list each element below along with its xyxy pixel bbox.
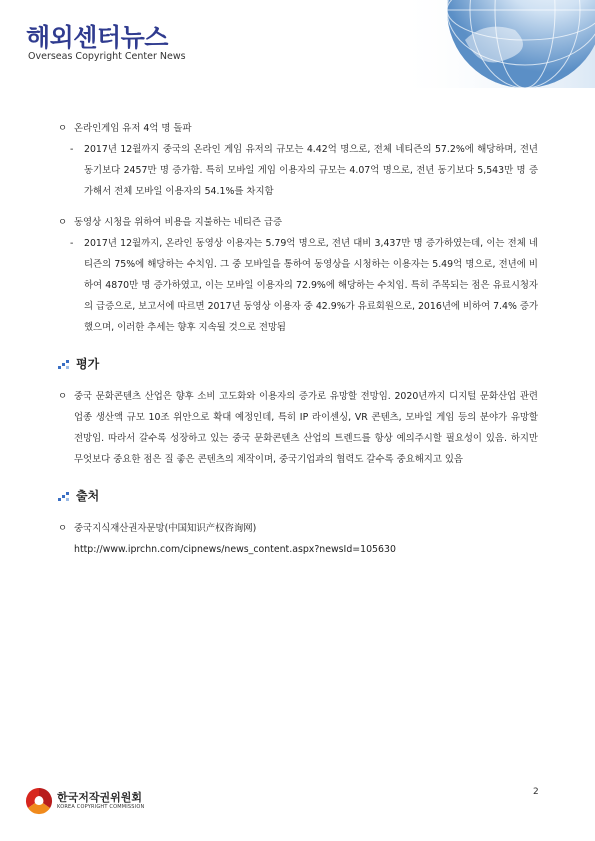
source-name: ㅇ 중국지식재산권자문망(中国知识产权咨询网) — [58, 518, 538, 539]
evaluation-paragraph: ㅇ 중국 문화콘텐츠 산업은 향후 소비 고도화와 이용자의 증가로 유망할 전망임. 2020년까지 디지털 문화산업 관련 업종 생산액 규모 10조 위안으로 확대 예정인데, 특히 IP 라이센싱, VR 콘텐츠, 모바일 게임 등의 분야가 유망할 전망임. 따라서 갈수록 성장하고 있는 중국 문화콘텐츠 산업의 트렌드를 항상 예의주시할 필요성이 있음. 하지만 무엇보다 중요한 점은 질 좋은 콘텐츠의 제작이며, 중국기업과의 협력도 갈수록 중요해지고 있음 — [58, 386, 538, 470]
news-item-heading: ㅇ 동영상 시청을 위하여 비용을 지불하는 네티즌 급증 — [58, 212, 538, 233]
header-title: 해외센터뉴스 — [26, 23, 168, 52]
section-heading-evaluation: 평가 — [58, 352, 538, 376]
bullet-marker: ㅇ — [58, 123, 68, 134]
page-number: 2 — [533, 787, 539, 797]
section-dots-icon — [58, 360, 70, 370]
news-item-heading: ㅇ 온라인게임 유저 4억 명 돌파 — [58, 118, 538, 139]
globe-graphic — [395, 0, 595, 88]
commission-name: 한국저작권위원회 — [57, 791, 143, 804]
source-url-link[interactable]: http://www.iprchn.com/cipnews/news_content.aspx?newsId=105630 — [74, 544, 396, 555]
header-subtitle: Overseas Copyright Center News — [28, 51, 186, 62]
dash-marker: - — [70, 238, 74, 249]
bullet-marker: ㅇ — [58, 217, 68, 228]
section-dots-icon — [58, 492, 70, 502]
page-header — [0, 0, 595, 88]
main-content — [58, 118, 538, 560]
news-item-detail: - 2017년 12월까지, 온라인 동영상 이용자는 5.79억 명으로, 전년 대비 3,437만 명 증가하였는데, 이는 전체 네티즌의 75%에 해당하는 수치임. 그 중 모바일을 통하여 동영상을 시청하는 이용자는 5.49억 명으로, 전년에 비하여 4870만 명 증가하였고, 이는 모바일 이용자의 72.9%에 해당하는 수치임. 특히 주목되는 점은 유료시청자의 급증으로, 보고서에 따르면 2017년 동영상 이용자 중 42.9%가 유료회원으로, 2016년에 비하여 7.4% 증가했으며, 이러한 추세는 향후 지속될 것으로 전망됨 — [58, 233, 538, 338]
commission-english-name: KOREA COPYRIGHT COMMISSION — [57, 804, 145, 810]
dash-marker: - — [70, 144, 74, 155]
bullet-marker: ㅇ — [58, 523, 68, 534]
news-item-detail: - 2017년 12월까지 중국의 온라인 게임 유저의 규모는 4.42억 명으로, 전체 네티즌의 57.2%에 해당하며, 전년 동기보다 2457만 명 증가함. 특히 모바일 게임 이용자의 규모는 4.07억 명으로, 전년 동기보다 5,543만 명 증가해서 전체 모바일 이용자의 54.1%를 차지함 — [58, 139, 538, 202]
bullet-marker: ㅇ — [58, 391, 68, 402]
section-heading-source: 출처 — [58, 484, 538, 508]
commission-logo-icon — [24, 786, 54, 816]
